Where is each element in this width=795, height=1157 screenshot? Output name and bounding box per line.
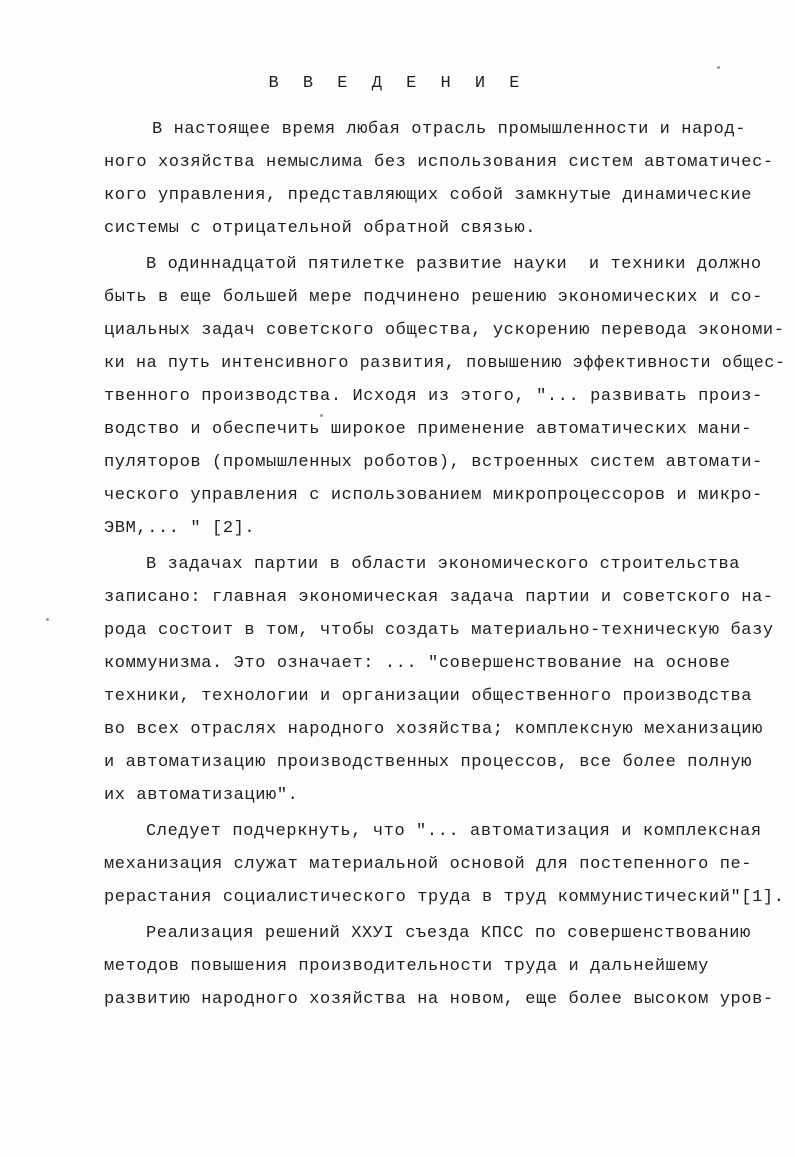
text-line: коммунизма. Это означает: ... "совершенствование на основе [104,654,731,673]
text-line: кого управления, представляющих собой замкнутые динамические [104,186,753,205]
page-title: В В Е Д Е Н И Е [268,74,527,93]
text-line: В задачах партии в области экономического строительства [146,555,741,574]
text-line: ки на путь интенсивного развития, повышению эффективности общес- [104,354,786,373]
text-line: механизация служат материальной основой для постепенного пе- [104,855,753,874]
text-line: техники, технологии и организации общественного производства [104,687,753,706]
text-line: развитию народного хозяйства на новом, еще более высоком уров- [104,990,774,1009]
text-line: рода состоит в том, чтобы создать материально-техническую базу [104,621,774,640]
text-line: ного хозяйства немыслима без использования систем автоматичес- [104,153,774,172]
text-line: ЭВМ,... " [2]. [104,519,256,538]
text-line: записано: главная экономическая задача партии и советского на- [104,588,774,607]
text-line: и автоматизацию производственных процессов, все более полную [104,753,753,772]
text-line: В одиннадцатой пятилетке развитие науки и техники должно [146,255,762,274]
text-line: циальных задач советского общества, ускорению перевода экономи- [104,321,785,340]
text-line: их автоматизацию". [104,786,299,805]
text-line: рерастания социалистического труда в труд коммунистический"[1]. [104,888,785,907]
text-line: твенного производства. Исходя из этого, "... развивать произ- [104,387,763,406]
text-line: пуляторов (промышленных роботов), встроенных систем автомати- [104,453,763,472]
text-line: методов повышения производительности труда и дальнейшему [104,957,709,976]
scan-speck [717,66,720,69]
text-line: Следует подчеркнуть, что "... автоматизация и комплексная [146,822,762,841]
text-line: водство и обеспечить широкое применение автоматических мани- [104,420,753,439]
text-line: Реализация решений XXУI съезда КПСС по совершенствованию [146,924,751,943]
text-line: во всех отраслях народного хозяйства; комплексную механизацию [104,720,763,739]
scan-speck [46,618,49,621]
text-line: системы с отрицательной обратной связью. [104,219,537,238]
text-line: быть в еще большей мере подчинено решению экономических и со- [104,288,763,307]
text-line: ческого управления с использованием микропроцессоров и микро- [104,486,763,505]
text-line: В настоящее время любая отрасль промышленности и народ- [152,120,747,139]
scan-speck [320,414,323,417]
